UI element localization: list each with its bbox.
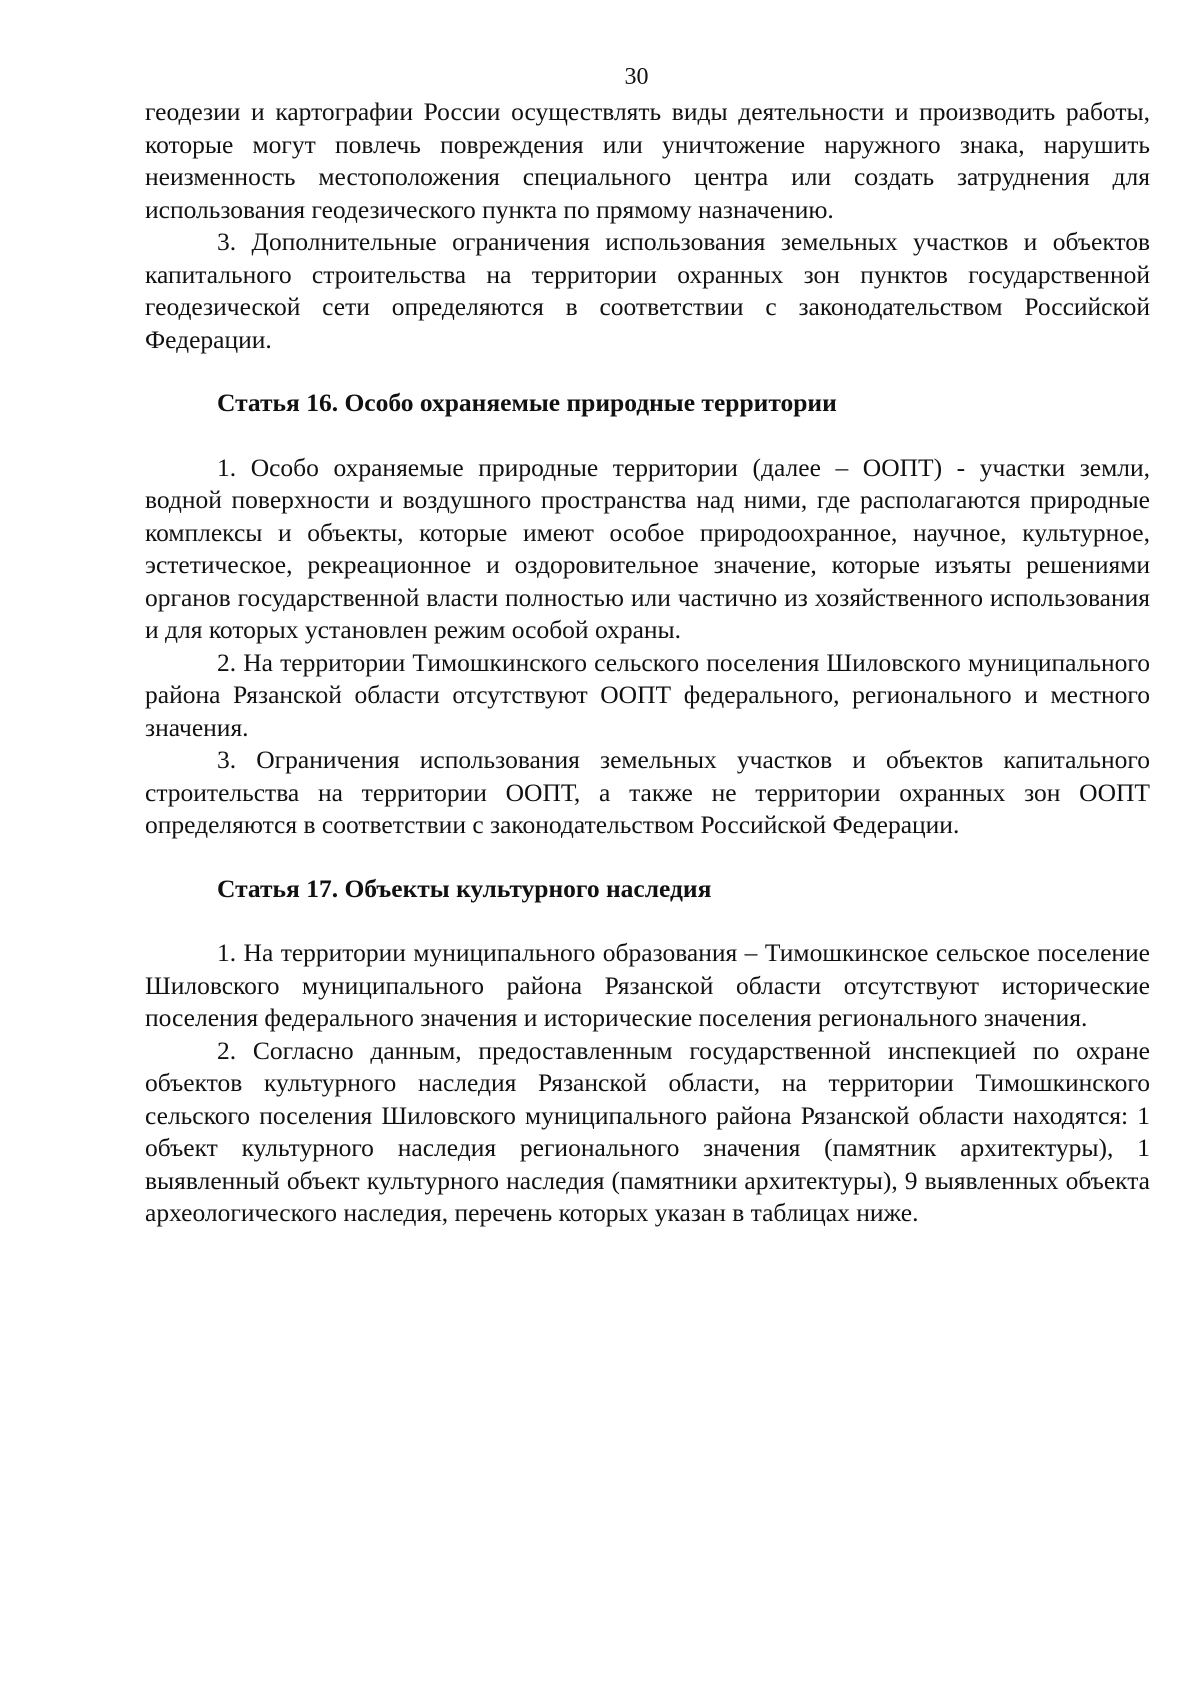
article-17-heading: Статья 17. Объекты культурного наследия [217, 873, 712, 903]
article-16-paragraph-1: 1. Особо охраняемые природные территории (далее – ООПТ) - участки земли, водной поверхности и воздушного пространства над ними, где располагаются природные комплексы и объекты, которые имеют особое природоохранное, научное, культурное, эстетическое, рекреационное и оздоровительное значение, которые изъяты решениями органов государственной власти полностью или частично из хозяйственного использования и для которых установлен режим особой охраны. [145, 452, 1150, 644]
continuation-paragraph: геодезии и картографии России осуществлять виды деятельности и производить работы, которые могут повлечь повреждения или уничтожение наружного знака, нарушить неизменность местоположения специального центра или создать затруднения для использования геодезического пункта по прямому назначению. [145, 97, 1150, 224]
document-page [145, 62, 1150, 1230]
article-16-paragraph-3: 3. Ограничения использования земельных участков и объектов капитального строительства на территории ООПТ, а также не территории охранных зон ООПТ определяются в соответствии с законодательством Российской Федерации. [145, 745, 1150, 839]
article-16-heading: Статья 16. Особо охраняемые природные территории [217, 388, 837, 417]
article-17-paragraph-2: 2. Согласно данным, предоставленным государственной инспекцией по охране объектов культурного наследия Рязанской области, на территории Тимошкинского сельского поселения Шиловского муниципального района Рязанской области находятся: 1 объект культурного наследия регионального значения (памятник архитектуры), 1 выявленный объект культурного наследия (памятники архитектуры), 9 выявленных объекта археологического наследия, перечень которых указан в таблицах ниже. [145, 1035, 1150, 1227]
article-17-paragraph-1: 1. На территории муниципального образования – Тимошкинское сельское поселение Шиловского муниципального района Рязанской области отсутствуют исторические поселения федерального значения и исторические поселения регионального значения. [145, 938, 1150, 1032]
page-number: 30 [624, 64, 649, 90]
continuation-item-3: 3. Дополнительные ограничения использования земельных участков и объектов капитального строительства на территории охранных зон пунктов государственной геодезической сети определяются в соответствии с законодательством Российской Федерации. [145, 227, 1150, 354]
article-16-paragraph-2: 2. На территории Тимошкинского сельского поселения Шиловского муниципального района Рязанской области отсутствуют ООПТ федерального, регионального и местного значения. [145, 647, 1150, 742]
